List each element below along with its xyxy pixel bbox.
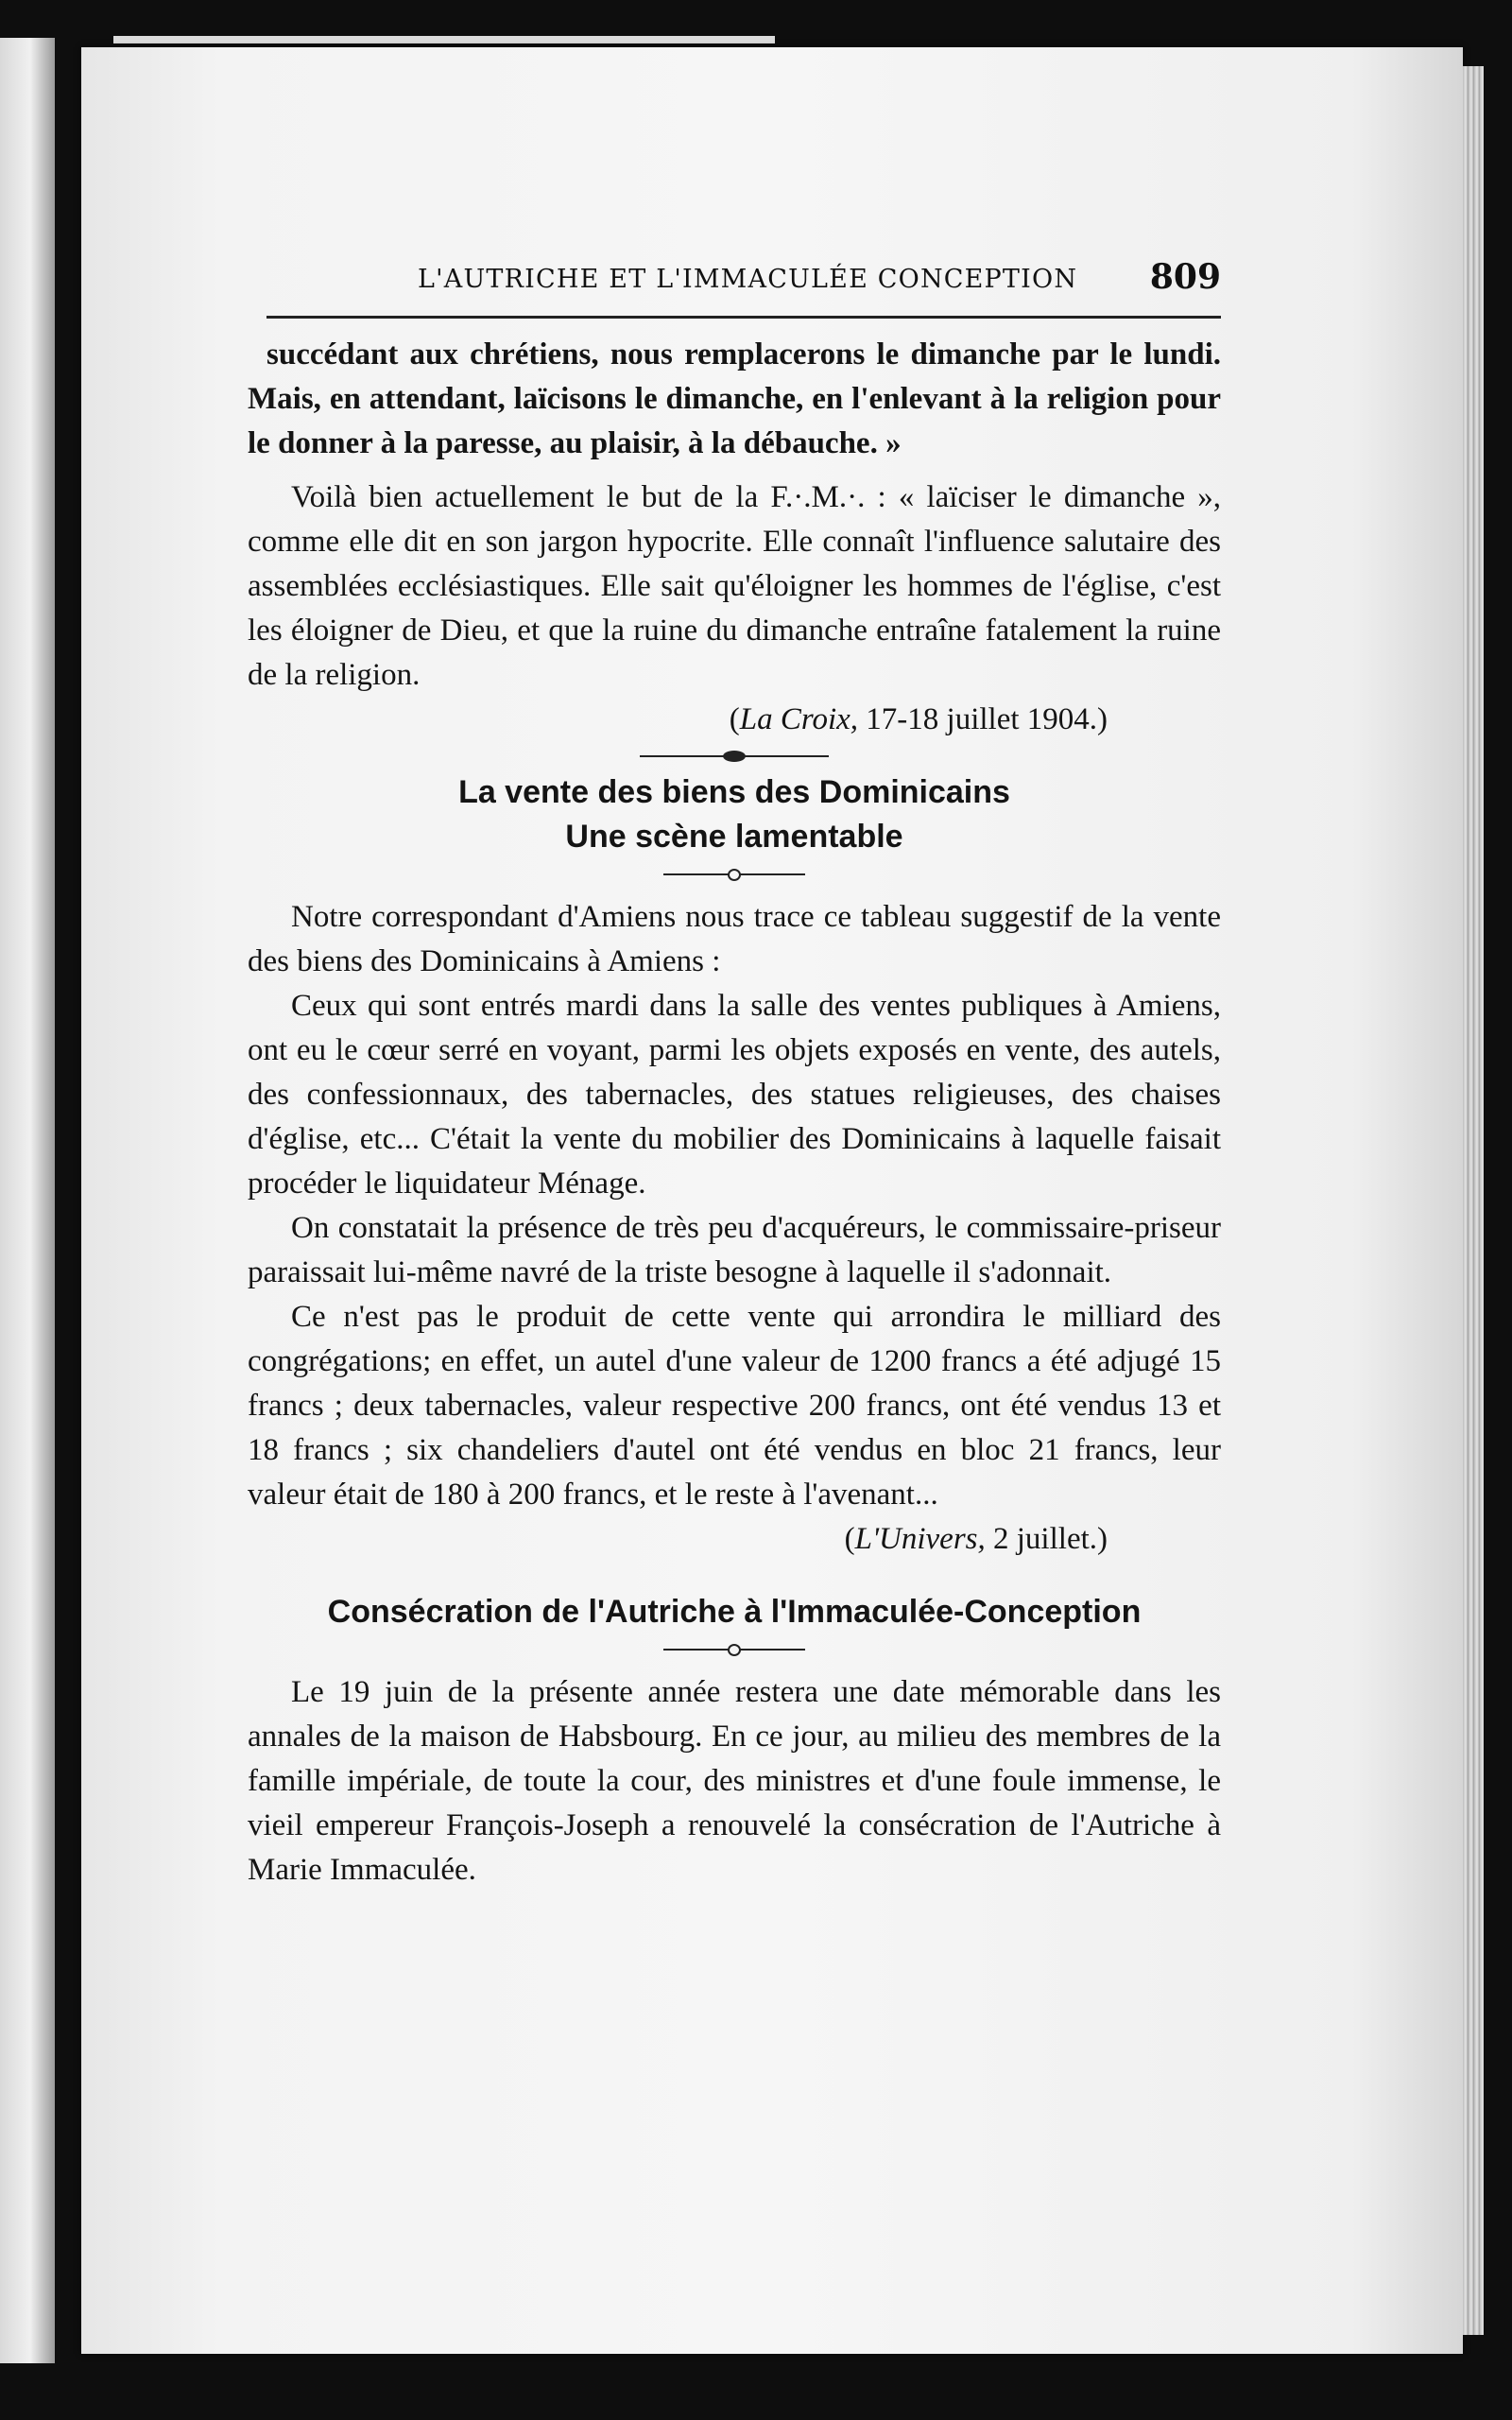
ornament-divider: [640, 750, 829, 763]
running-title: L'AUTRICHE ET L'IMMACULÉE CONCEPTION: [418, 265, 1078, 294]
paragraph: Voilà bien actuellement le but de la F.·.M.·. : « laïciser le dimanche », comme elle dit en son jargon hypocrite. Elle connaît l'influence salutaire des assemblées ecclésiastiques. Elle sait qu'éloigner les hommes de l'église, c'est les éloigner de Dieu, et que la ruine du dimanche entraîne fatalement la ruine de la religion.: [248, 480, 1221, 692]
paragraph: Ce n'est pas le produit de cette vente qui arrondira le milliard des congrégations; en effet, un autel d'une valeur de 1200 francs a été adjugé 15 francs ; deux tabernacles, valeur respective 200 francs, ont été vendus 13 et 18 francs ; six chandeliers d'autel ont été vendus en bloc 21 francs, leur valeur était de 180 à 200 francs, et le reste à l'avenant...: [248, 1300, 1221, 1512]
header-rule: [266, 316, 1221, 319]
page-number: 809: [1149, 257, 1221, 297]
section-subtitle: Une scène lamentable: [565, 819, 903, 855]
citation-date: 17-18 juillet 1904.): [858, 702, 1108, 736]
paragraph: succédant aux chrétiens, nous remplacerons le dimanche par le lundi. Mais, en attendant, laïcisons le dimanche, en l'enlevant à la religion pour le donner à la paresse, au plaisir, à la débauche. »: [248, 337, 1221, 460]
adjacent-page-edge: [0, 38, 55, 2363]
ornament-divider: [663, 867, 805, 880]
citation-source: La Croix,: [739, 702, 859, 736]
section-title: Consécration de l'Autriche à l'Immaculée-Conception: [327, 1594, 1142, 1630]
paragraph: Le 19 juin de la présente année restera une date mémorable dans les annales de la maison de Habsbourg. En ce jour, au milieu des membres de la famille impériale, de toute la cour, des ministres et d'une foule immense, le vieil empereur François-Joseph a renouvelé la consécration de l'Autriche à Marie Immaculée.: [248, 1675, 1221, 1887]
citation: (La Croix, 17-18 juillet 1904.): [729, 702, 1108, 736]
citation-date: 2 juillet.): [985, 1522, 1108, 1556]
section-title: La vente des biens des Dominicains: [458, 774, 1010, 810]
ornament-divider: [663, 1642, 805, 1655]
citation: (L'Univers, 2 juillet.): [844, 1522, 1108, 1556]
paragraph: Notre correspondant d'Amiens nous trace ce tableau suggestif de la vente des biens des Dominicains à Amiens :: [248, 900, 1221, 978]
page-top-strip: [113, 36, 775, 43]
paragraph: Ceux qui sont entrés mardi dans la salle des ventes publiques à Amiens, ont eu le cœur serré en voyant, parmi les objets exposés en vente, des autels, des confessionnaux, des tabernacles, des statues religieuses, des chaises d'église, etc... C'était la vente du mobilier des Dominicains à laquelle faisait procéder le liquidateur Ménage.: [248, 989, 1221, 1201]
citation-source: L'Univers,: [854, 1522, 986, 1556]
article-body: [248, 333, 1221, 1893]
page-stack-edge: [1463, 66, 1484, 2335]
paragraph: On constatait la présence de très peu d'acquéreurs, le commissaire-priseur paraissait lui-même navré de la triste besogne à laquelle il s'adonnait.: [248, 1211, 1221, 1289]
page-header: [266, 248, 1221, 314]
